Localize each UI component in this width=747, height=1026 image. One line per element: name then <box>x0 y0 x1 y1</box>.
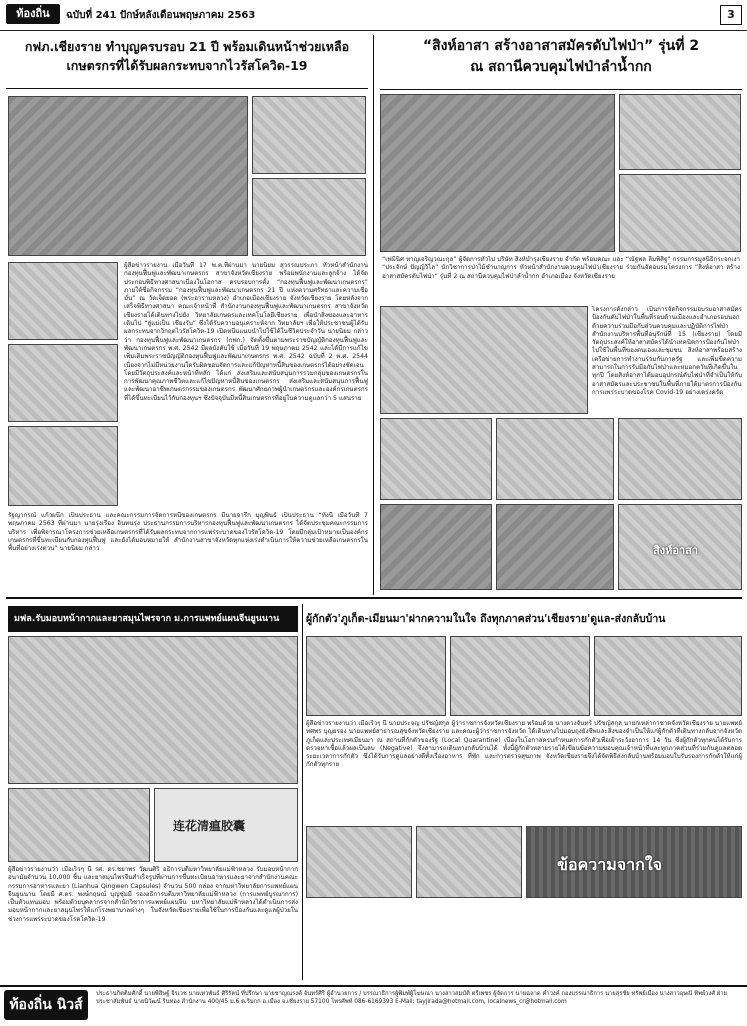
article4-body-cont <box>306 902 742 980</box>
article1-headline-line1: กฟภ.เชียงราย ทำบุญครบรอบ 21 ปี พร้อมเดินหน้าช่วยเหลือ <box>24 39 350 54</box>
group-training-photo <box>380 306 588 414</box>
ceremony-photo-main <box>8 96 248 256</box>
group-photo-bottom <box>252 178 366 256</box>
article3-body: ผู้สื่อข่าวรายงานว่า เมื่อเร็วๆ นี้ รศ. ดร.ชยาพร วัฒนศิริ อธิการบดีมหาวิทยาลัยแม่ฟ้าหลวง รับมอบหน้ากากอนามัยจำนวน 10,000 ชิ้น และยาสมุนไพรจีนสำเร็จรูปที่ผ่านการขึ้นทะเบียนอาหารและยาจากสำนักงานคณะกรรมการอาหารและยา (Lianhua Qingwen Capsules) จำนวน 500 กล่อง จากมหาวิทยาลัยการแพทย์แผนจีนยูนนาน โดยมี ศ.ดร. พงษ์กฤษณ์ บุญชุ่มมี รองอธิการบดีมหาวิทยาลัยแม่ฟ้าหลวง (การแพทย์บูรณาการ) เป็นตัวแทนมอบ พร้อมด้วยบุคลากรจากสำนักวิชาการแพทย์แผนจีน มหาวิทยาลัยแม่ฟ้าหลวงได้ดำเนินการส่งมอบหน้ากากและยาสมุนไพรให้แก่โรงพยาบาลต่างๆ ในจังหวัดเชียงรายเพื่อใช้ในการป้องกันและดูแลผู้ป่วยในช่วงการแพร่ระบาดของโรคโควิด-19 <box>8 866 298 923</box>
volunteer-photo1 <box>380 418 492 500</box>
issue-line: ฉบับที่ 241 ปักษ์หลังเดือนพฤษภาคม 2563 <box>66 10 256 21</box>
letter-photo1 <box>306 826 412 898</box>
volunteer-photo2 <box>496 418 614 500</box>
article2-headline <box>380 35 742 85</box>
training-photo-side2 <box>619 174 741 252</box>
footer-credits: ประธานกิตติมศักดิ์ นายพิสิษฐ์ จิรเวช นายเทวพันธ์ ศิริรัตน์ ที่ปรึกษา นายชาญณรงค์ จันทร์ศิริ ผู้อำนวยการ / บรรณาธิการผู้พิมพ์ผู้โฆษณา นางสาวสมบัติ ตรีเพชร ผู้จัดการ นายฉลาด คำวงค์ กองบรรณาธิการ นายสุรชัย ทรัพย์เมือง นางสาวอุษณี ทิพย์วงศ์ ฝ่ายประชาสัมพันธ์ นายนิวัฒน์ รินทอง สำนักงาน 400/45 ม.6 ต.ริมกก อ.เมือง จ.เชียงราย 57100 โทรศัพท์ 086-6169393 E-Mail: tayjirada@hotmail.com, localnews_cr@hotmail.com <box>96 991 727 1005</box>
article1-body: ผู้สื่อข่าวรายงาน เมื่อวันที่ 17 พ.ค.ที่ผ่านมา นายนิยม สุวรรณประภา หัวหน้าสำนักงานกองทุนฟื้นฟูและพัฒนาเกษตรกร สาขาจังหวัดเชียงราย พร้อมพนักงานและลูกจ้าง ได้จัดประกอบพิธีทางศาสนาเนื่องในโอกาส ครบรอบการตั้ง “กองทุนฟื้นฟูและพัฒนาเกษตรกร” ภายใต้ชื่อกิจกรรม “กองทุนฟื้นฟูและพัฒนาเกษตรกร 21 ปี แห่งความศรัทธาและความเชื่อมั่น” ณ วัดเจ็ดยอด (พระอารามหลวง) อำเภอเมืองเชียงราย จังหวัดเชียงราย โดยหลังจากเสร็จพิธีทางศาสนา คณะเจ้าหน้าที่ สำนักงานกองทุนฟื้นฟูและพัฒนาเกษตรกร สาขาจังหวัดเชียงรายได้เดินทางไปยัง วิทยาลัยเกษตรและเทคโนโลยีเชียงราย เพื่อนำสิ่งของและอาหาร เดินไป “สู่แม่เป็น เชียงรับ” ซึ่งได้รับความอนุเคราะห์จาก วิทยาลัยฯ เพื่อให้ประชาชนผู้ได้รับผลกระทบจากวิกฤตไวรัสโควิด-19 เปิดหนีบแนบนำไปใช้ได้ในชีวิตประจำวัน นายนิยม กล่าวว่า กองทุนฟื้นฟูและพัฒนาเกษตรกร (กฟก.) จัดตั้งขึ้นตามพระราชบัญญัติกองทุนฟื้นฟูและพัฒนาเกษตรกร พ.ศ. 2542 มีผลบังคับใช้ เมื่อวันที่ 19 พฤษภาคม 2542 และได้มีการแก้ไขเพิ่มเติมพระราชบัญญัติกองทุนฟื้นฟูและพัฒนาเกษตรกร พ.ศ. 2542 ฉบับที่ 2 พ.ศ. 2544 เนื่องจากไม่มีหน่วยงานใดรับผิดชอบจัดการและแก้ปัญหาหนี้สินของเกษตรกรได้อย่างชัดเจน โดยมีวัตถุประสงค์และหน้าที่หลัก ได้แก่ ส่งเสริมและสนับสนุนการรวมกลุ่มของเกษตรกรในการพัฒนาคุณภาพชีวิตและแก้ไขปัญหาหนี้สินของเกษตรกร ส่งเสริมและสนับสนุนการฟื้นฟูและพัฒนาอาชีพเกษตรกรรมของเกษตรกร พัฒนาศักยภาพผู้นำเกษตรกรและองค์กรเกษตรกรที่ได้ขึ้นทะเบียนไว้กับกองทุนฯ ซึ่งปัจจุบันมีหนี้สินเกษตรกรที่อยู่ในความดูแลกว่า 5 แสนราย <box>124 262 368 402</box>
article4-headline: ผู้กักตัว'ภูเก็ต-เมียนมา'ฝากความในใจ ถึงทุกภาคส่วน'เชียงราย'ดูแล-ส่งกลับบ้าน <box>306 613 666 625</box>
article2-body: โครงการดังกล่าว เป็นการจัดกิจกรรมอบรมอาสาสมัครป้องกันดับไฟป่าในพื้นที่รอบด้านเมืองและอำเภอรอบนอก ด้วยความร่วมมือกับส่วนควบคุมและปฏิบัติการไฟป่า สำนักงานบริหารพื้นที่อนุรักษ์ที่ 15 (เชียงราย) โดยมีวัตถุประสงค์ให้อาสาสมัครได้นำเทคนิคการป้องกันไฟป่าไปใช้ในพื้นที่ของตนเองและชุมชน สิงห์อาสาพร้อมสร้างเครือข่ายการทำงานร่วมกับภาครัฐ และเพิ่มขีดความสามารถในการรับมือกับไฟป่าและหมอกควันที่เกิดขึ้นในทุกปี โดยสิงห์อาสาได้มอบอุปกรณ์ดับไฟป่าที่จำเป็นให้กับอาสาสมัครและประชาชนในพื้นที่ภายใต้มาตรการป้องกันการแพร่ระบาดของโรค Covid-19 อย่างเคร่งครัด <box>592 306 742 396</box>
food-distribution-photo <box>8 426 118 506</box>
column-divider <box>302 604 303 980</box>
page-number: 3 <box>720 5 742 25</box>
volunteer-photo3 <box>618 418 742 500</box>
section-divider <box>6 597 742 599</box>
footer-logo: ท้องถิ่น นิวส์ <box>4 990 88 1020</box>
training-photo-main <box>380 94 615 252</box>
group-photo-top <box>252 96 366 174</box>
masthead-logo: ท้องถิ่น <box>6 4 60 24</box>
singha-volunteer-photo <box>618 504 742 590</box>
training-photo-side1 <box>619 94 741 170</box>
monk-photo <box>8 262 118 340</box>
photo-label: สิงห์อาสา <box>653 544 699 557</box>
article2-headline-line2: ณ สถานีควบคุมไฟป่าลำน้ำกก <box>470 58 652 75</box>
divider <box>6 88 368 89</box>
quarantine-photo1 <box>306 636 446 716</box>
divider <box>380 89 742 90</box>
article1-body-tail: รัฐญากรณ์ แก้วผนึก เป็นประธาน และคณะกรรมการจัดการหนี้ของเกษตรกร มีนายจารึก บุญพินธ์ เป็นประธาน “ทั้งนี้ เมื่อวันที่ 7 พฤษภาคม 2563 ที่ผ่านมา นายรุ่งเรือง อินทนรุ่ง ประธานกรรมการบริหารกองทุนฟื้นฟูและพัฒนาเกษตรกร ได้จัดประชุมคณะกรรมการบริหาร เพื่อพิจารณาโครงการช่วยเหลือเกษตรกรที่ได้รับผลกระทบจากการแพร่ระบาดของไวรัสโควิด-19 โดยมีกลุ่มเป้าหมายเป็นองค์กรเกษตรกรที่ขึ้นทะเบียนกับกองทุนฟื้นฟู และยังได้มอบหมายให้ สำนักงานสาขาจังหวัดทุกแห่งเร่งดำเนินการให้ความช่วยเหลือเกษตรกรในพื้นที่อย่างเร่งด่วน” นายนิยม กล่าว <box>8 512 368 553</box>
message-board-photo <box>526 826 742 898</box>
medicine-box-text: 连花清瘟胶囊 <box>173 819 246 833</box>
donation-photo <box>8 636 298 784</box>
forest-photo1 <box>380 504 492 590</box>
article1-headline <box>6 35 368 83</box>
letter-photo2 <box>416 826 522 898</box>
article2-intro: “เฟมินิศ หาญเจริญวณะกุล” ผู้จัดการทั่วไป บริษัท สิงห์บำรุงเชียงราย จำกัด พร้อมคณะ และ “ณัฐพล ลิ้มพิสิฐ” กรรมการมูลนิธิกระจกเงา “ประจักษ์ ปัญญ์วิไล” นักวิชาการป่าไม้ชำนาญการ หัวหน้าสำนักงานควบคุมไฟป่าเชียงราย ร่วมกันจัดอบรมโครงการ “สิงห์อาสา สร้างอาสาสมัครดับไฟป่า” รุ่นที่ 2 ณ สถานีควบคุมไฟป่าลำน้ำกก อำเภอเมือง จังหวัดเชียงราย <box>382 256 740 280</box>
article2-headline-line1: “สิงห์อาสา สร้างอาสาสมัครดับไฟป่า” รุ่นที่ 2 <box>422 38 700 54</box>
quarantine-photo2 <box>450 636 590 716</box>
staff-photo <box>8 788 150 862</box>
forest-photo2 <box>496 504 614 590</box>
offering-photo <box>8 344 118 422</box>
article3-headline: มฟล.รับมอบหน้ากากและยาสมุนไพรจาก ม.การแพทย์แผนจีนยูนนาน <box>8 606 298 632</box>
article4-body: ผู้สื่อข่าวรายงานว่า เมื่อเร็วๆ นี้ นายประจญ ปรัชญ์สกุล ผู้ว่าราชการจังหวัดเชียงราย พร้อมด้วย นางดวงจันทร์ ปรัชญ์สกุล นายกเหล่ากาชาดจังหวัดเชียงราย นายแพทย์ทศพร บุญยรอง นายแพทย์สาธารณสุขจังหวัดเชียงราย และคณะผู้ว่าราชการจังหวัด ได้เดินทางไปมอบถุงยังชีพและสิ่งของจำเป็นให้แก่ผู้กักตัวที่เดินทางกลับจากจังหวัดภูเก็ตและประเทศเมียนมา ณ สถานที่กักตัวของรัฐ (Local Quarantine) เนื่องในโอกาสครบกำหนดการกักตัวเพื่อเฝ้าระวังอาการ 14 วัน ซึ่งผู้กักตัวทุกคนได้รับการตรวจหาเชื้อแล้วผลเป็นลบ (Negative) จึงสามารถเดินทางกลับบ้านได้ ทั้งนี้ผู้กักตัวหลายรายได้เขียนข้อความขอบคุณเจ้าหน้าที่และทุกภาคส่วนที่ร่วมกันดูแลตลอดระยะเวลาการกักตัว ซึ่งได้รับการดูแลอย่างดีทั้งเรื่องอาหาร ที่พัก และการตรวจสุขภาพ จังหวัดเชียงรายจึงได้จัดพิธีส่งกลับบ้านพร้อมมอบใบรับรองการกักตัวให้แก่ผู้กักตัวทุกราย <box>306 720 742 769</box>
message-label: ข้อความจากใจ <box>557 855 662 874</box>
column-divider <box>373 35 374 595</box>
article1-headline-line2: เกษตรกรที่ได้รับผลกระทบจากไวรัสโควิด-19 <box>66 57 308 73</box>
quarantine-photo3 <box>594 636 742 716</box>
medicine-box-photo <box>154 788 298 862</box>
